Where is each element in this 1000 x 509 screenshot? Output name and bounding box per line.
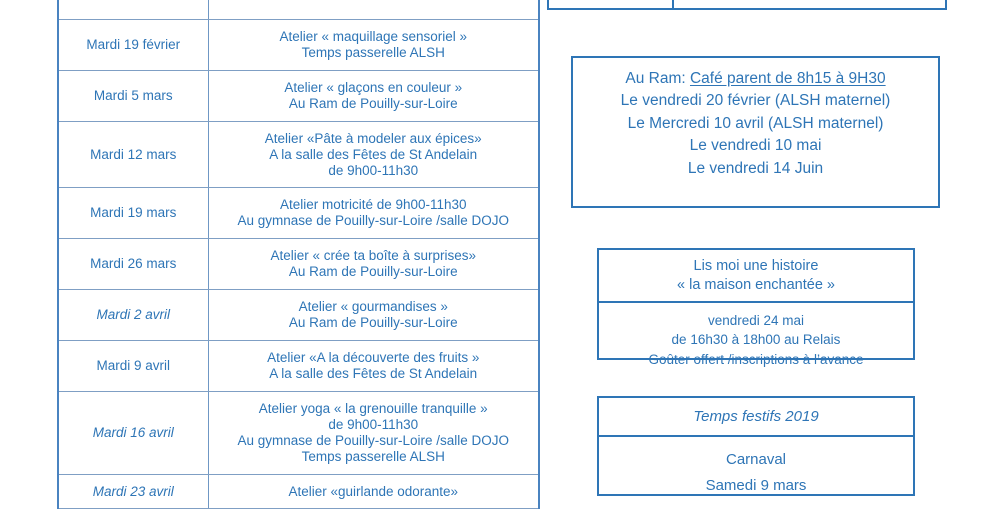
schedule-desc-cell <box>208 239 539 290</box>
temps-festifs-box <box>597 396 915 496</box>
desc-line: Atelier « maquillage sensoriel » <box>279 29 468 44</box>
histoire-body-line: vendredi 24 mai <box>707 313 805 329</box>
festifs-body-line: Carnaval <box>725 450 787 468</box>
table-row <box>58 290 539 341</box>
schedule-desc-cell <box>208 20 539 71</box>
histoire-body-line: Goûter offert /inscriptions à l’avance <box>648 351 864 367</box>
festifs-body-line: Samedi 9 mars <box>705 477 807 494</box>
festifs-header-line: Temps festifs 2019 <box>693 408 819 425</box>
desc-line: Atelier « gourmandises » <box>298 299 448 315</box>
schedule-desc-cell <box>208 391 539 474</box>
table-row <box>58 121 539 188</box>
desc-line: Atelier yoga « la grenouille tranquille » <box>258 400 488 416</box>
au-ram-title-line <box>573 68 938 90</box>
top-cropped-info-box <box>547 0 947 10</box>
desc-line: A la salle des Fêtes de St Andelain <box>269 146 478 162</box>
au-ram-date-line: Le vendredi 14 Juin <box>687 159 824 177</box>
desc-line: Atelier « crée ta boîte à surprises» <box>270 248 477 264</box>
schedule-date-cell: Mardi 5 mars <box>58 70 208 121</box>
schedule-desc-cell <box>208 474 539 509</box>
table-row <box>58 70 539 121</box>
table-row <box>58 391 539 474</box>
desc-line: de 9h00-11h30 <box>328 416 419 432</box>
schedule-date-cell: Mardi 12 mars <box>58 121 208 188</box>
schedule-desc-cell <box>208 188 539 239</box>
schedule-date-cell: Mardi 23 avril <box>58 474 208 509</box>
table-row <box>58 188 539 239</box>
desc-line: Temps passerelle ALSH <box>301 448 445 464</box>
au-ram-date-line: Le Mercredi 10 avril (ALSH maternel) <box>627 114 884 132</box>
desc-line: Au Ram de Pouilly-sur-Loire <box>288 315 458 331</box>
top-cropped-right-cell <box>674 0 945 8</box>
desc-line: Temps passerelle ALSH <box>301 44 445 60</box>
festifs-box-body <box>599 437 913 504</box>
desc-line: Atelier «guirlande odorante» <box>288 483 459 499</box>
desc-line: Atelier «A la découverte des fruits » <box>267 349 480 365</box>
table-row <box>58 340 539 391</box>
schedule-date-cell: Mardi 26 mars <box>58 239 208 290</box>
schedule-desc-cell <box>208 0 539 20</box>
schedule-desc-cell <box>208 70 539 121</box>
schedule-date-cell: Mardi 2 avril <box>58 290 208 341</box>
au-ram-date-line: Le vendredi 10 mai <box>689 137 822 155</box>
schedule-desc-cell <box>208 290 539 341</box>
table-row <box>58 20 539 71</box>
schedule-desc-cell <box>208 340 539 391</box>
schedule-date-cell: Mardi 19 février <box>58 20 208 71</box>
desc-line: Atelier motricité de 9h00-11h30 <box>279 197 467 213</box>
histoire-header-line: Lis moi une histoire <box>693 258 819 274</box>
schedule-date-cell: Mardi 19 mars <box>58 188 208 239</box>
table-row <box>58 0 539 20</box>
au-ram-date-line: Le vendredi 20 février (ALSH maternel) <box>620 92 891 110</box>
desc-line: Atelier « glaçons en couleur » <box>284 79 463 95</box>
desc-line: Au Ram de Pouilly-sur-Loire <box>288 95 458 111</box>
desc-line: Au gymnase de Pouilly-sur-Loire /salle DOJO <box>237 432 510 448</box>
lis-moi-une-histoire-box <box>597 248 915 367</box>
festifs-box-header <box>599 398 913 437</box>
table-row <box>58 239 539 290</box>
histoire-box-header <box>599 250 913 303</box>
top-cropped-left-cell <box>549 0 674 8</box>
histoire-header-line: « la maison enchantée » <box>677 277 835 294</box>
au-ram-title-prefix: Au Ram: <box>625 70 690 87</box>
histoire-box-body <box>599 303 913 372</box>
table-row <box>58 474 539 509</box>
histoire-body-line: de 16h30 à 18h00 au Relais <box>671 332 841 348</box>
desc-line: Atelier «Pâte à modeler aux épices» <box>264 130 482 146</box>
au-ram-cafe-parent-box <box>571 56 940 208</box>
au-ram-title-underlined: Café parent de 8h15 à 9H30 <box>689 70 886 87</box>
desc-line: de 9h00-11h30 <box>328 162 419 178</box>
desc-line: A la salle des Fêtes de St Andelain <box>269 365 478 381</box>
schedule-date-cell: Mardi 9 avril <box>58 340 208 391</box>
schedule-date-cell <box>58 0 208 20</box>
schedule-desc-cell <box>208 121 539 188</box>
activity-schedule-table <box>57 0 540 509</box>
desc-line: Au Ram de Pouilly-sur-Loire <box>288 264 458 280</box>
desc-line: Au gymnase de Pouilly-sur-Loire /salle DOJO <box>237 213 510 229</box>
schedule-table-body <box>58 0 539 509</box>
schedule-date-cell: Mardi 16 avril <box>58 391 208 474</box>
